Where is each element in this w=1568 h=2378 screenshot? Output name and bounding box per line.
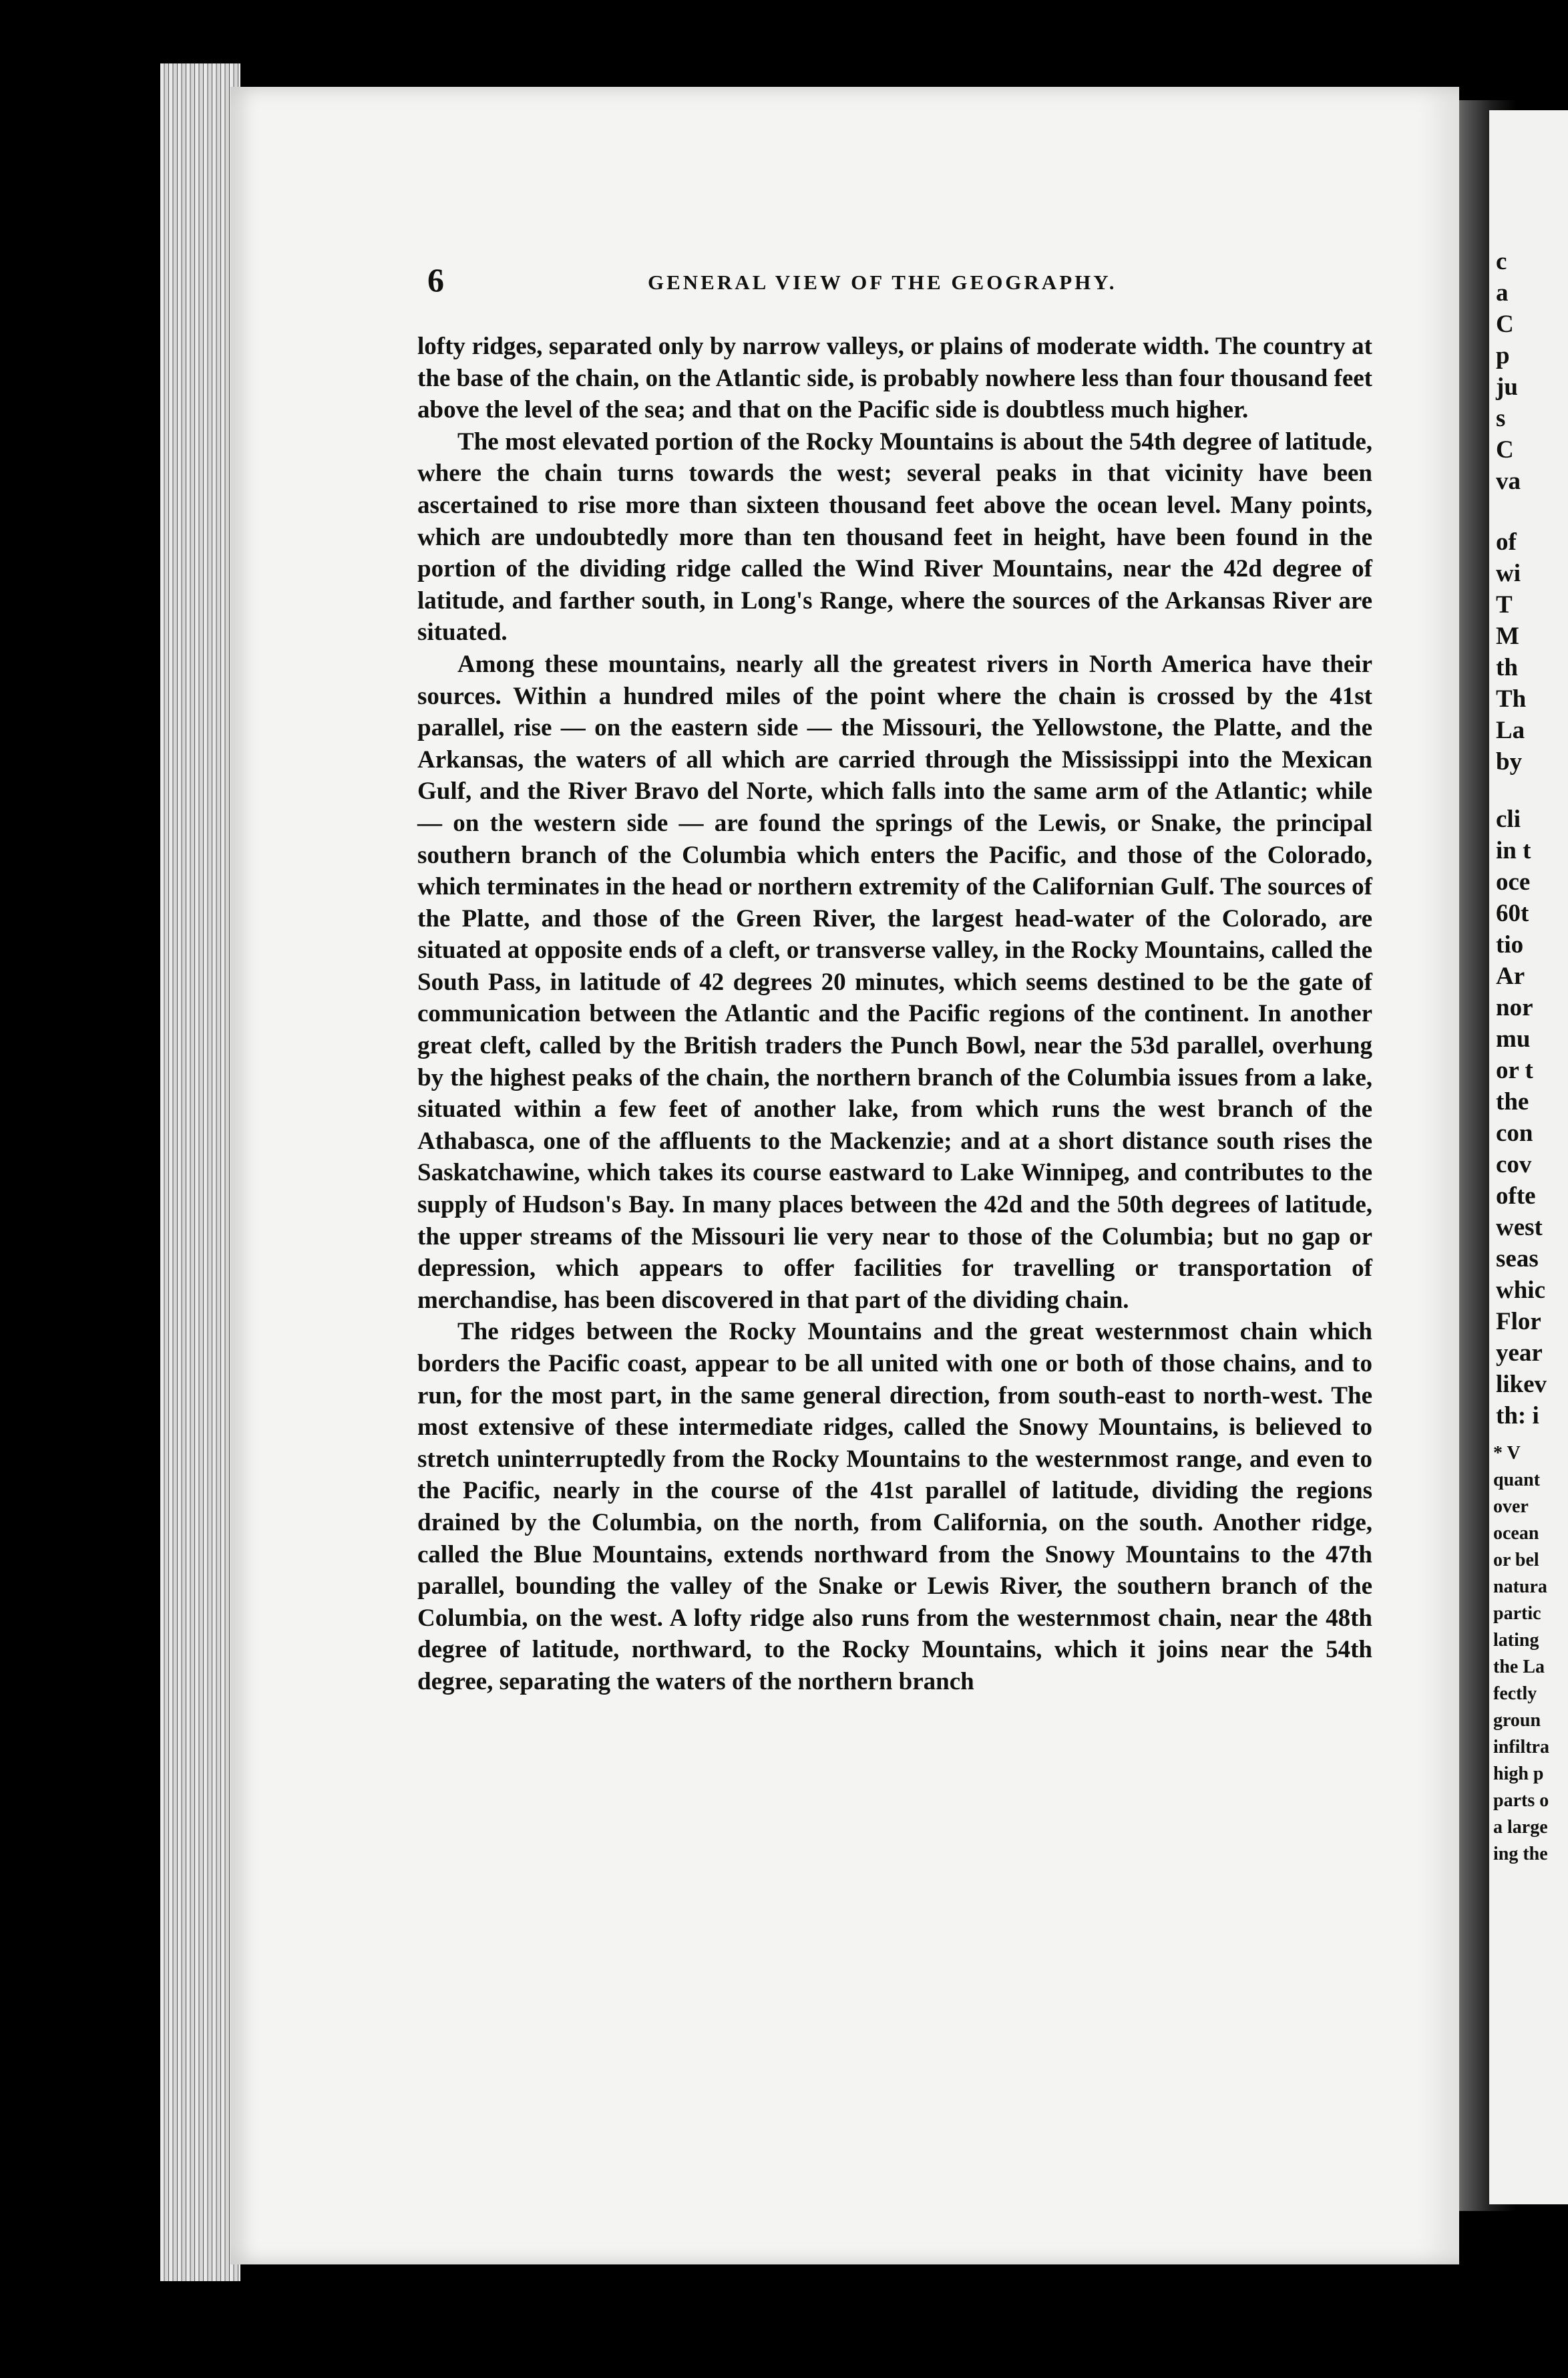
facing-page-fragment: th: [1496, 654, 1518, 681]
paragraph: Among these mountains, nearly all the greatest rivers in North America have their sources. Within a hundred miles of the point where the chain is crossed by the 41st parallel, rise — on the eastern side — the Missouri, the Yellowstone, the Platte, and the Arkansas, the waters of all which are carried through the Mississippi into the Mexican Gulf, and the River Bravo del Norte, which falls into the same arm of the Atlantic; while — on the western side — are found the springs of the Lewis, or Snake, the principal southern branch of the Columbia which enters the Pacific, and those of the Colorado, which terminates in the head or northern extremity of the Californian Gulf. The sources of the Platte, and those of the Green River, the largest head-water of the Colorado, are situated at opposite ends of a cleft, or transverse valley, in the Rocky Mountains, called the South Pass, in latitude of 42 degrees 20 minutes, which seems destined to be the gate of communication between the Atlantic and the Pacific regions of the continent. In another great cleft, called by the British traders the Punch Bowl, near the 53d parallel, overhung by the highest peaks of the chain, the northern branch of the Columbia issues from a lake, situated within a few feet of another lake, from which runs the west branch of the Athabasca, one of the affluents to the Mackenzie; and at a short distance south rises the Saskatchawine, which takes its course eastward to Lake Winnipeg, and contributes to the supply of Hudson's Bay. In many places between the 42d and the 50th degrees of latitude, the upper streams of the Missouri lie very near to those of the Columbia; but no gap or depression, which appears to offer facilities for travelling or transportation of merchandise, has been discovered in that part of the dividing chain.: [417, 650, 1372, 1314]
paragraph: lofty ridges, separated only by narrow valleys, or plains of moderate width. The country at the base of the chain, on the Atlantic side, is probably nowhere less than four thousand feet above the level of the sea; and that on the Pacific side is doubtless much higher.: [417, 333, 1372, 424]
running-head: GENERAL VIEW OF THE GEOGRAPHY.: [648, 271, 1117, 294]
facing-page-fragment: of: [1496, 528, 1517, 556]
facing-page-fragment: parts o: [1493, 1790, 1549, 1811]
facing-page-fragment: ocean: [1493, 1523, 1539, 1544]
facing-page-fragment: nor: [1496, 994, 1533, 1021]
facing-page-fragment: mu: [1496, 1025, 1531, 1053]
facing-page-fragment: T: [1496, 591, 1513, 619]
facing-page-fragment: p: [1496, 342, 1510, 369]
facing-page: [1489, 110, 1568, 2204]
facing-page-fragment: the La: [1493, 1657, 1545, 1677]
facing-page-fragment: ing the: [1493, 1844, 1548, 1864]
facing-page-fragment: C: [1496, 436, 1514, 464]
facing-page-fragment: va: [1496, 468, 1521, 495]
facing-page-fragment: M: [1496, 623, 1519, 650]
paragraph: The most elevated portion of the Rocky Mountains is about the 54th degree of latitude, where the chain turns towards the west; several peaks in that vicinity have been ascertained to rise more than sixteen thousand feet above the ocean level. Many points, which are undoubtedly more than ten thousand feet in height, have been found in the portion of the dividing ridge called the Wind River Mountains, near the 42d degree of latitude, and farther south, in Long's Range, where the sources of the Arkansas River are situated.: [417, 428, 1372, 647]
facing-page-fragment: high p: [1493, 1763, 1544, 1784]
facing-page-fragment: over: [1493, 1496, 1529, 1517]
facing-page-fragment: 60t: [1496, 900, 1529, 927]
facing-page-fragment: in t: [1496, 837, 1531, 864]
facing-page-fragment: Ar: [1496, 963, 1525, 990]
facing-page-fragment: a large: [1493, 1817, 1548, 1838]
facing-page-fragment: th: i: [1496, 1402, 1539, 1429]
facing-page-fragment: seas: [1496, 1245, 1539, 1272]
facing-page-fragment: fectly: [1493, 1683, 1537, 1704]
facing-page-fragment: the: [1496, 1088, 1529, 1116]
facing-page-fragment: c: [1496, 248, 1507, 275]
facing-page-fragment: year: [1496, 1339, 1543, 1367]
facing-page-fragment: ofte: [1496, 1182, 1536, 1210]
facing-page-fragment: quant: [1493, 1470, 1541, 1490]
facing-page-fragment: tio: [1496, 931, 1524, 959]
facing-page-fragment: infiltra: [1493, 1737, 1549, 1757]
facing-page-fragment: Flor: [1496, 1308, 1541, 1335]
facing-page-fragment: ju: [1496, 373, 1518, 401]
facing-page-fragment: La: [1496, 717, 1525, 744]
page-number: 6: [427, 261, 444, 299]
facing-page-fragment: partic: [1493, 1603, 1541, 1624]
paragraph: The ridges between the Rocky Mountains and the great westernmost chain which borders the Pacific coast, appear to be all united with one or both of those chains, and to run, for the most part, in the same general direction, from south-east to north-west. The most extensive of these intermediate ridges, called the Snowy Mountains, is believed to stretch uninterruptedly from the Rocky Mountains to the westernmost range, and even to the Pacific, nearly in the course of the 41st parallel of latitude, dividing the regions drained by the Columbia, on the north, from California, on the south. Another ridge, called the Blue Mountains, extends northward from the Snowy Mountains to the 47th parallel, bounding the valley of the Snake or Lewis River, the southern branch of the Columbia, on the west. A lofty ridge also runs from the westernmost chain, near the 48th degree of latitude, northward, to the Rocky Mountains, which it joins near the 54th degree, separating the waters of the northern branch: [417, 1318, 1372, 1695]
facing-page-fragment: lating: [1493, 1630, 1539, 1651]
facing-page-fragment: Th: [1496, 685, 1527, 713]
facing-page-fragment: by: [1496, 748, 1523, 776]
body-text: [417, 331, 1372, 1698]
facing-page-fragment: con: [1496, 1120, 1533, 1147]
facing-page-fragment: * V: [1493, 1443, 1521, 1464]
facing-page-fragment: west: [1496, 1214, 1543, 1241]
facing-page-fragment: oce: [1496, 868, 1531, 896]
facing-page-fragment: or bel: [1493, 1550, 1539, 1570]
facing-page-fragment: cov: [1496, 1151, 1532, 1178]
facing-page-fragment: s: [1496, 405, 1506, 432]
facing-page-fragment: or t: [1496, 1057, 1533, 1084]
facing-page-fragment: C: [1496, 311, 1514, 338]
facing-page-fragment: whic: [1496, 1277, 1545, 1304]
facing-page-fragment: wi: [1496, 560, 1521, 587]
facing-page-fragment: likev: [1496, 1371, 1547, 1398]
facing-page-fragment: cli: [1496, 806, 1521, 833]
page-edge-stack: [160, 63, 240, 2281]
facing-page-fragment: natura: [1493, 1576, 1547, 1597]
facing-page-fragment: a: [1496, 279, 1509, 307]
facing-page-fragment: groun: [1493, 1710, 1541, 1731]
